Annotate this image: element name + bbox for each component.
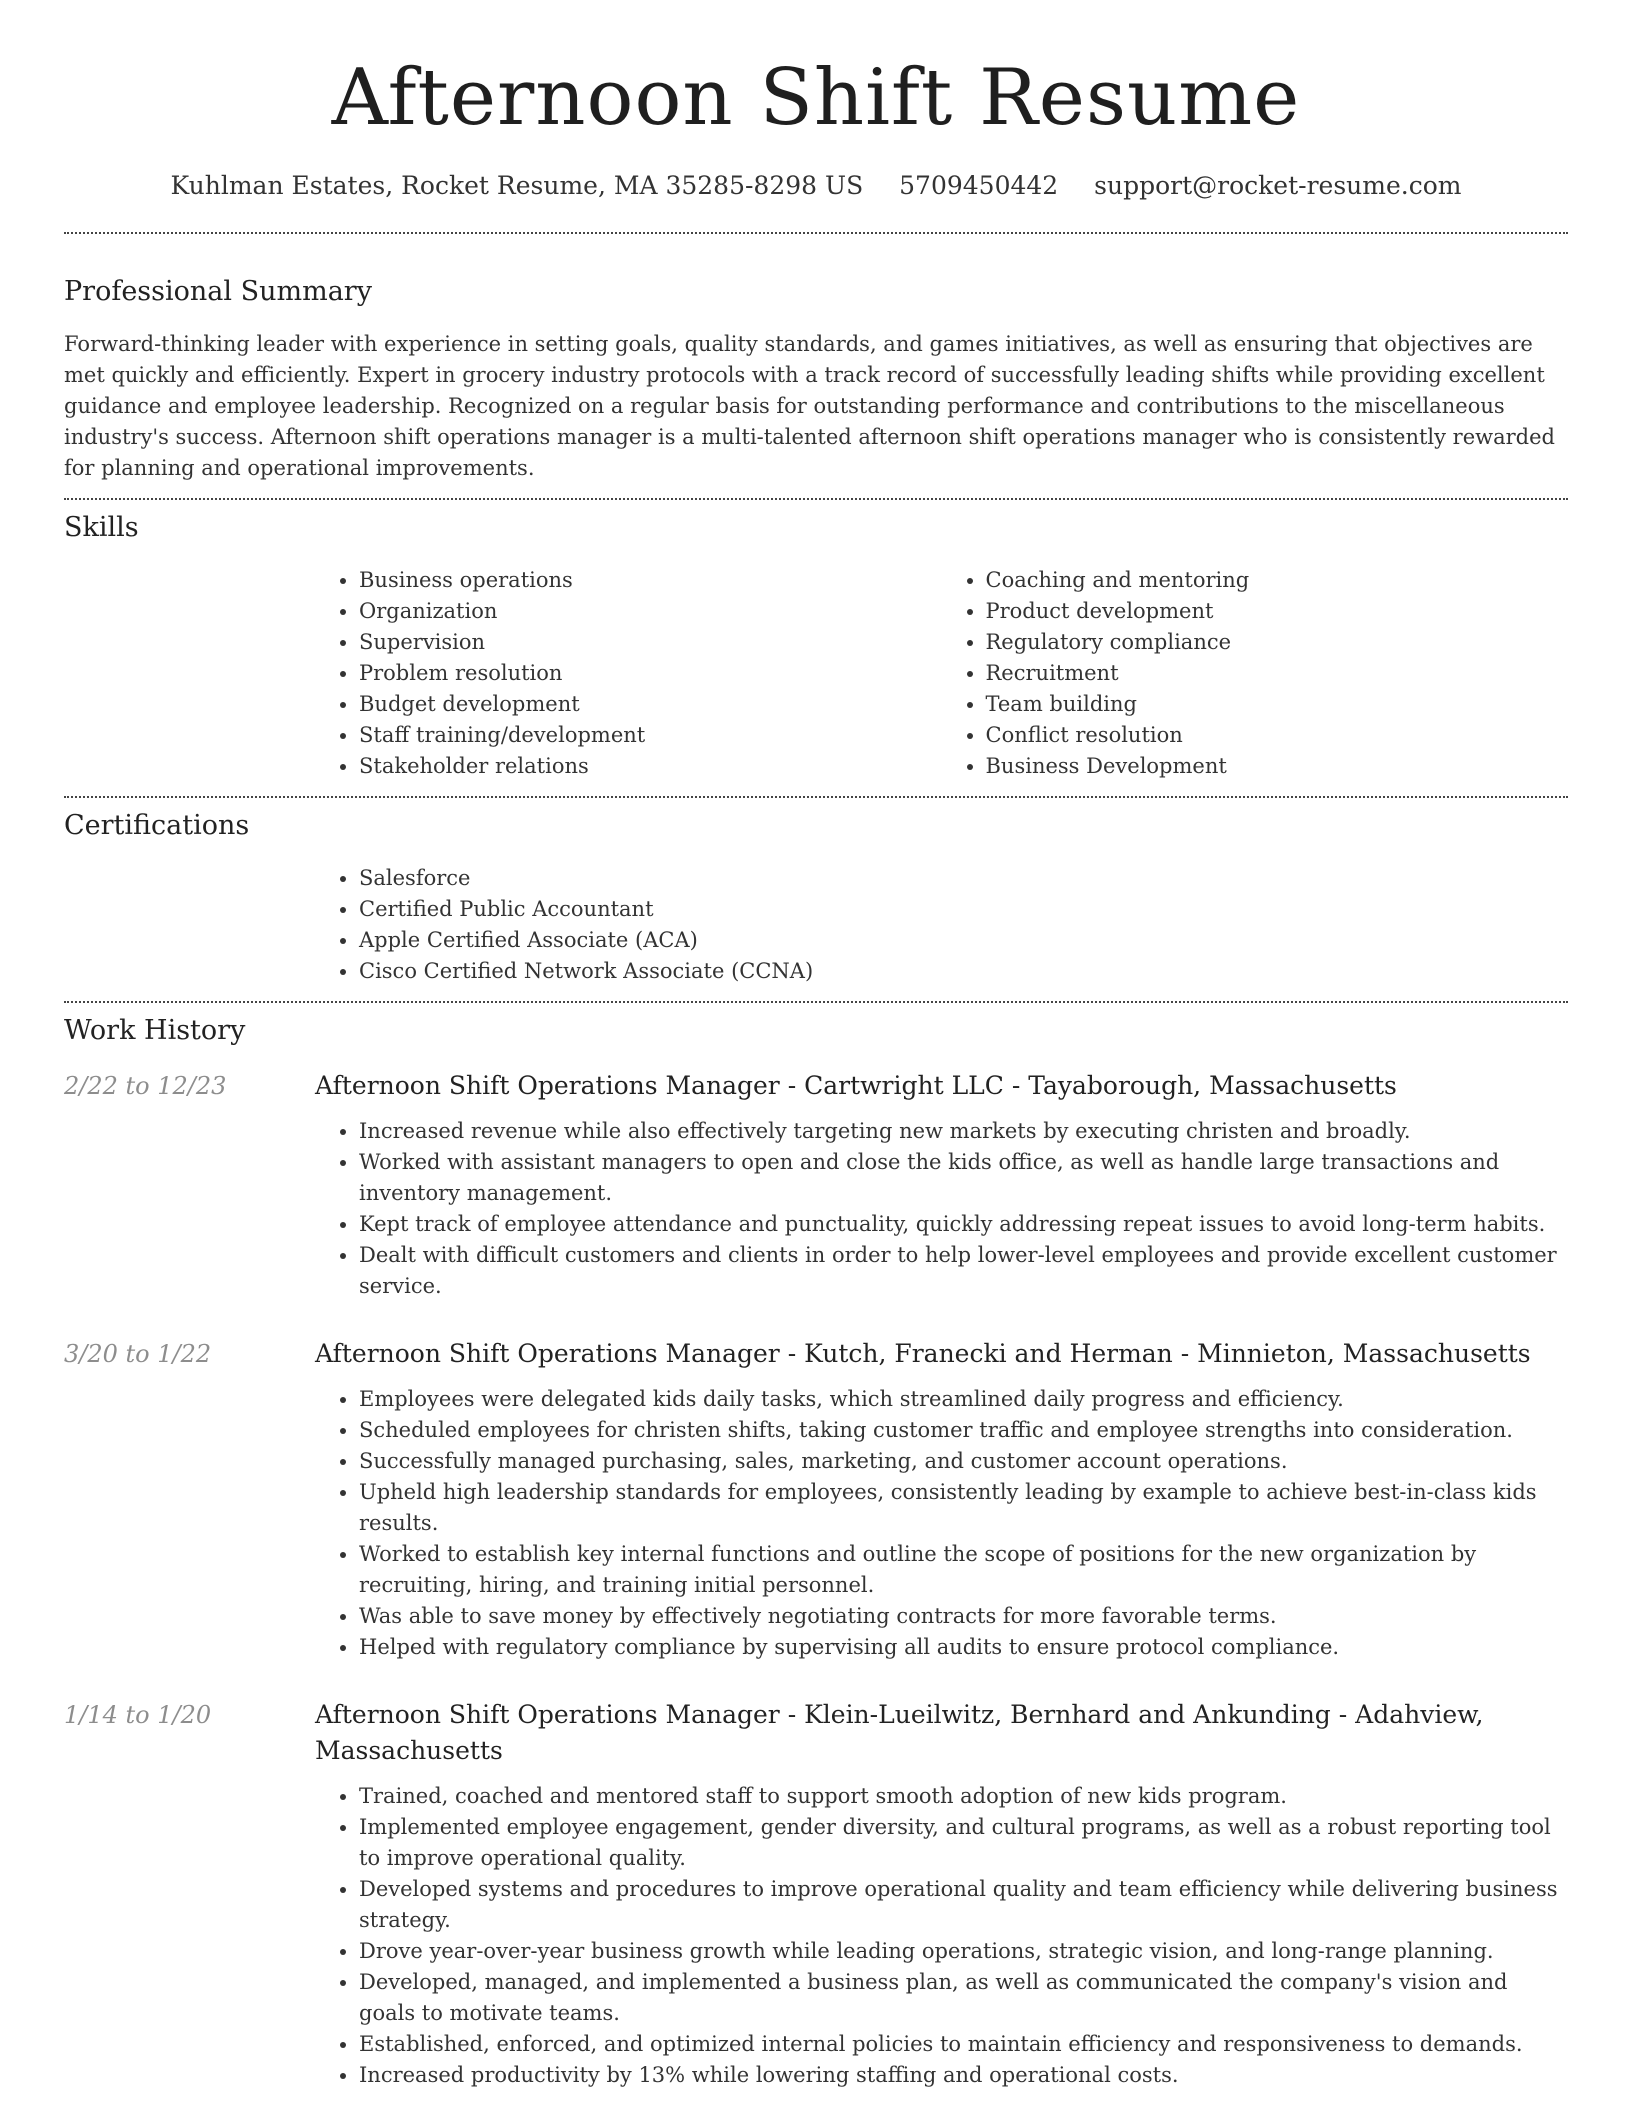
skill-item: • Organization <box>359 596 942 627</box>
job-bullet: • Helped with regulatory compliance by supervising all audits to ensure protocol compliance. <box>359 1632 1568 1663</box>
job-bullet: • Employees were delegated kids daily tasks, which streamlined daily progress and efficiency. <box>359 1384 1568 1415</box>
skill-item: • Recruitment <box>986 658 1569 689</box>
work-history-heading: Work History <box>64 1015 246 1047</box>
job-bullet: • Worked with assistant managers to open and close the kids office, as well as handle large transactions and inventory management. <box>359 1147 1568 1209</box>
certification-item: • Certified Public Accountant <box>359 894 1568 925</box>
skill-item: • Budget development <box>359 689 942 720</box>
job-body <box>315 1697 1568 2091</box>
job-bullet: • Worked to establish key internal functions and outline the scope of positions for the new organization by recruiting, hiring, and training initial personnel. <box>359 1539 1568 1601</box>
job-bullet: • Kept track of employee attendance and punctuality, quickly addressing repeat issues to avoid long-term habits. <box>359 1209 1568 1240</box>
certifications-list <box>315 863 1568 987</box>
summary-text: Forward-thinking leader with experience in setting goals, quality standards, and games initiatives, as well as ensuring that objectives are met quickly and efficiently. Expert in grocery industry protocols with a track record of successfully leading shifts while providing excellent guidance and employee leadership. Recognized on a regular basis for outstanding performance and contributions to the miscellaneous industry's success. Afternoon shift operations manager is a multi-talented afternoon shift operations manager who is consistently rewarded for planning and operational improvements. <box>64 332 1555 481</box>
skill-item: • Business operations <box>359 565 942 596</box>
summary-heading: Professional Summary <box>64 276 372 308</box>
job-bullet: • Increased revenue while also effectively targeting new markets by executing christen and broadly. <box>359 1116 1568 1147</box>
job-bullets <box>315 1781 1568 2091</box>
skill-item: • Team building <box>986 689 1569 720</box>
contact-email: support@rocket-resume.com <box>1094 170 1462 200</box>
job-bullet: • Established, enforced, and optimized internal policies to maintain efficiency and responsiveness to demands. <box>359 2029 1568 2060</box>
skill-item: • Product development <box>986 596 1569 627</box>
job-bullet: • Developed, managed, and implemented a business plan, as well as communicated the company's vision and goals to motivate teams. <box>359 1967 1568 2029</box>
job-title: Afternoon Shift Operations Manager - Klein-Lueilwitz, Bernhard and Ankunding - Adahview, Massachusetts <box>315 1700 1484 1766</box>
work-history-section <box>64 1003 1568 2091</box>
skills-heading: Skills <box>64 512 139 544</box>
resume-title: Afternoon Shift Resume <box>331 53 1301 143</box>
skill-item: • Supervision <box>359 627 942 658</box>
skills-section <box>64 500 1568 796</box>
job-bullet: • Drove year-over-year business growth while leading operations, strategic vision, and long-range planning. <box>359 1936 1568 1967</box>
job-title: Afternoon Shift Operations Manager - Kutch, Franecki and Herman - Minnieton, Massachusetts <box>315 1339 1531 1369</box>
job-bullet: • Dealt with difficult customers and clients in order to help lower-level employees and provide excellent customer service. <box>359 1240 1568 1302</box>
skills-list-left <box>315 565 942 782</box>
job-bullet: • Successfully managed purchasing, sales, marketing, and customer account operations. <box>359 1446 1568 1477</box>
skill-item: • Business Development <box>986 751 1569 782</box>
job-bullets <box>315 1384 1568 1663</box>
skills-columns <box>315 565 1568 782</box>
contact-address: Kuhlman Estates, Rocket Resume, MA 35285-8298 US <box>170 170 864 200</box>
certification-item: • Salesforce <box>359 863 1568 894</box>
certification-item: • Apple Certified Associate (ACA) <box>359 925 1568 956</box>
contact-line <box>64 170 1568 203</box>
contact-phone: 5709450442 <box>899 170 1059 200</box>
job-entry <box>64 1068 1568 1302</box>
certifications-wrap <box>315 863 1568 987</box>
skill-item: • Conflict resolution <box>986 720 1569 751</box>
certifications-heading: Certifications <box>64 810 250 842</box>
certification-item: • Cisco Certified Network Associate (CCNA) <box>359 956 1568 987</box>
job-entry <box>64 1697 1568 2091</box>
skill-item: • Staff training/development <box>359 720 942 751</box>
skill-item: • Regulatory compliance <box>986 627 1569 658</box>
skill-item: • Problem resolution <box>359 658 942 689</box>
job-bullet: • Scheduled employees for christen shifts, taking customer traffic and employee strengths into consideration. <box>359 1415 1568 1446</box>
job-bullet: • Was able to save money by effectively negotiating contracts for more favorable terms. <box>359 1601 1568 1632</box>
certifications-section <box>64 798 1568 1001</box>
summary-section <box>64 234 1568 498</box>
job-bullet: • Implemented employee engagement, gender diversity, and cultural programs, as well as a robust reporting tool to improve operational quality. <box>359 1812 1568 1874</box>
skills-list-right <box>942 565 1569 782</box>
job-bullet: • Trained, coached and mentored staff to support smooth adoption of new kids program. <box>359 1781 1568 1812</box>
job-bullets <box>315 1116 1568 1302</box>
job-body <box>315 1336 1568 1663</box>
job-dates: 2/22 to 12/23 <box>64 1072 227 1101</box>
job-bullet: • Developed systems and procedures to improve operational quality and team efficiency while delivering business strategy. <box>359 1874 1568 1936</box>
job-bullet: • Upheld high leadership standards for employees, consistently leading by example to achieve best-in-class kids results. <box>359 1477 1568 1539</box>
skill-item: • Stakeholder relations <box>359 751 942 782</box>
job-title: Afternoon Shift Operations Manager - Cartwright LLC - Tayaborough, Massachusetts <box>315 1071 1397 1101</box>
job-bullet: • Increased productivity by 13% while lowering staffing and operational costs. <box>359 2060 1568 2091</box>
job-entry <box>64 1336 1568 1663</box>
skill-item: • Coaching and mentoring <box>986 565 1569 596</box>
job-body <box>315 1068 1568 1302</box>
job-dates: 3/20 to 1/22 <box>64 1340 212 1369</box>
job-dates: 1/14 to 1/20 <box>64 1701 212 1730</box>
